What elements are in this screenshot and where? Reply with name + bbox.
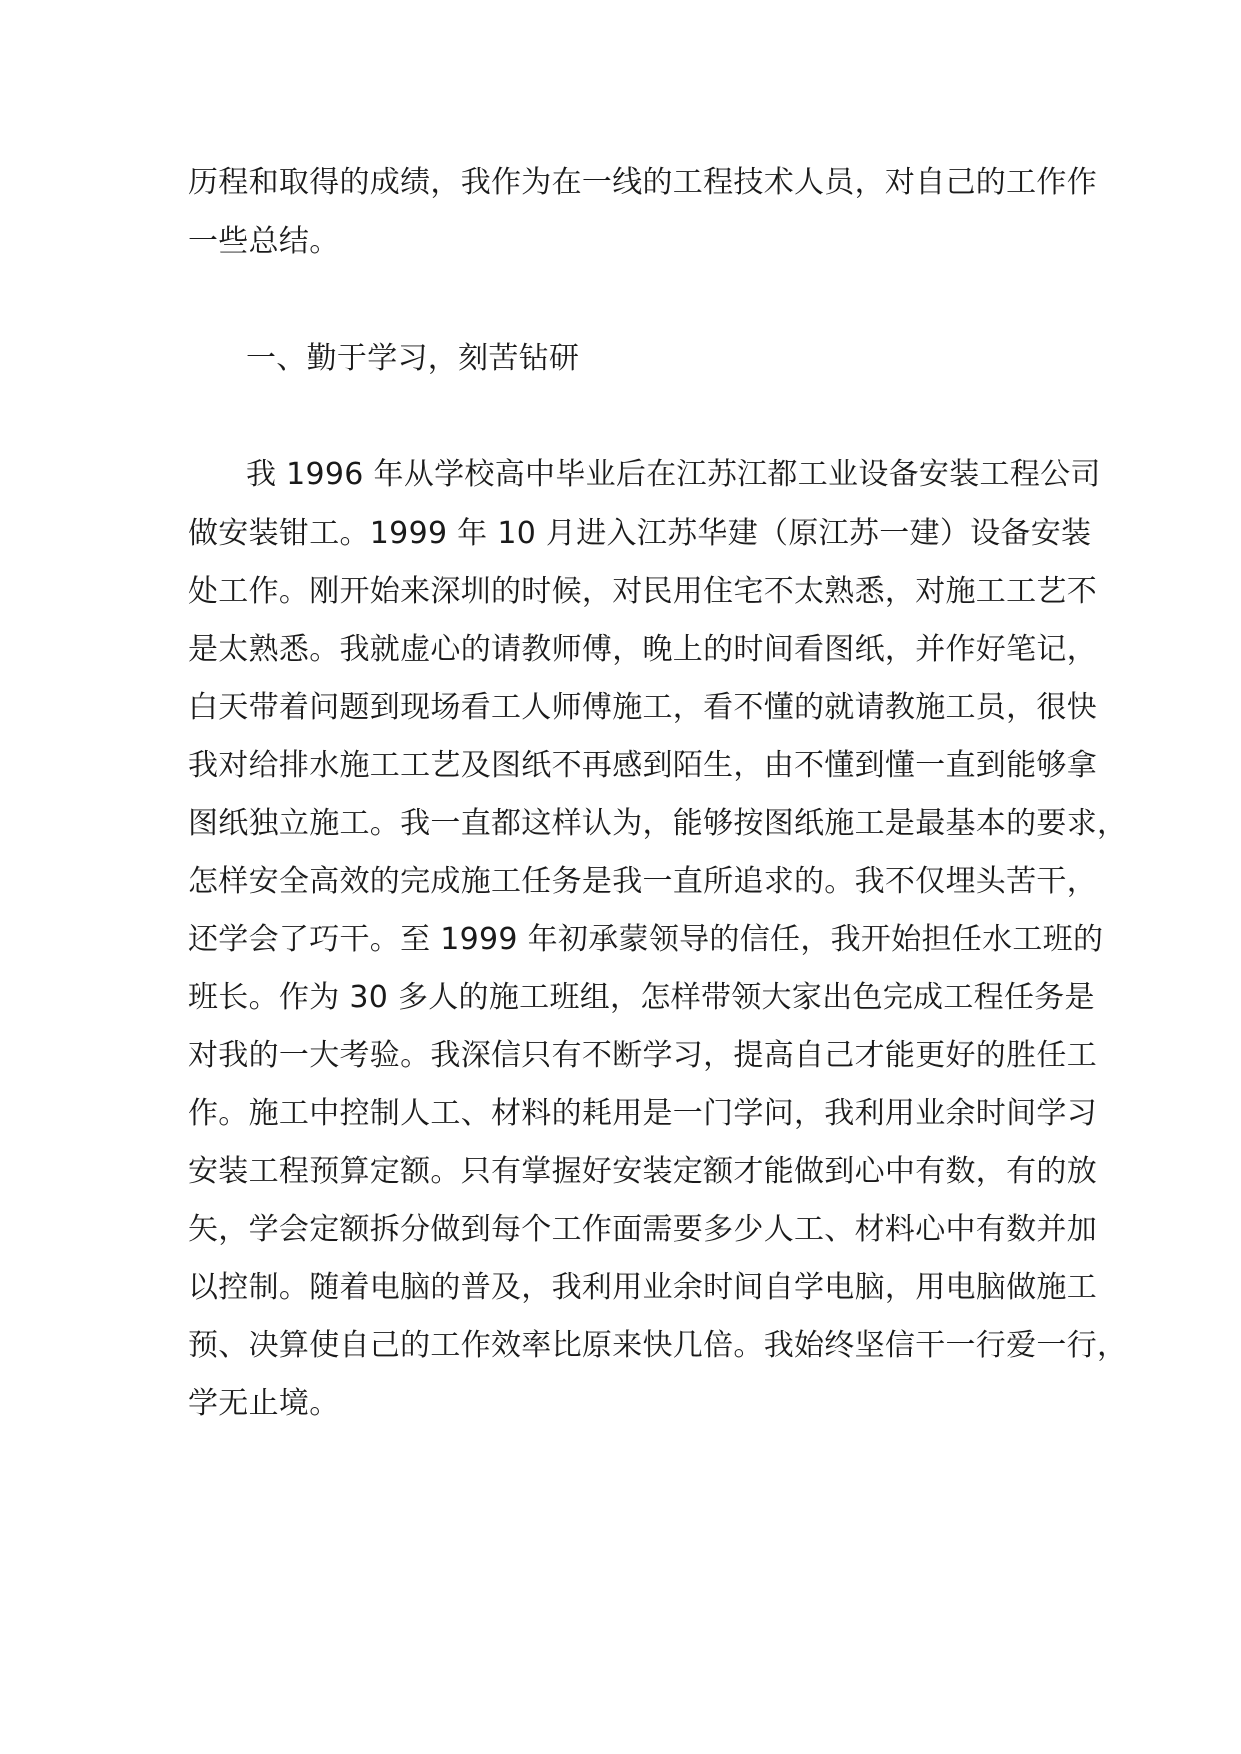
paragraph-line: 班长。作为 30 多人的施工班组，怎样带领大家出色完成工程任务是 — [188, 980, 1095, 1015]
paragraph-line: 我 1996 年从学校高中毕业后在江苏江都工业设备安装工程公司 — [246, 457, 1101, 492]
paragraph-line: 历程和取得的成绩，我作为在一线的工程技术人员，对自己的工作作 — [188, 165, 1097, 200]
paragraph-line: 图纸独立施工。我一直都这样认为，能够按图纸施工是最基本的要求， — [188, 806, 1128, 841]
paragraph-line: 作。施工中控制人工、材料的耗用是一门学问，我利用业余时间学习 — [188, 1096, 1097, 1131]
paragraph-line: 对我的一大考验。我深信只有不断学习，提高自己才能更好的胜任工 — [188, 1038, 1097, 1073]
section-heading: 一、勤于学习，刻苦钻研 — [246, 341, 580, 376]
paragraph-line: 学无止境。 — [188, 1386, 340, 1421]
paragraph-line: 怎样安全高效的完成施工任务是我一直所追求的。我不仅埋头苦干， — [188, 864, 1097, 899]
paragraph-line: 处工作。刚开始来深圳的时候，对民用住宅不太熟悉，对施工工艺不 — [188, 574, 1097, 609]
paragraph-line: 以控制。随着电脑的普及，我利用业余时间自学电脑，用电脑做施工 — [188, 1270, 1097, 1305]
paragraph-line: 安装工程预算定额。只有掌握好安装定额才能做到心中有数，有的放 — [188, 1154, 1097, 1189]
paragraph-line: 还学会了巧干。至 1999 年初承蒙领导的信任，我开始担任水工班的 — [188, 922, 1104, 957]
paragraph-line: 做安装钳工。1999 年 10 月进入江苏华建（原江苏一建）设备安装 — [188, 516, 1092, 551]
paragraph-line: 一些总结。 — [188, 224, 340, 259]
paragraph-line: 我对给排水施工工艺及图纸不再感到陌生，由不懂到懂一直到能够拿 — [188, 748, 1097, 783]
paragraph-line: 矢，学会定额拆分做到每个工作面需要多少人工、材料心中有数并加 — [188, 1212, 1097, 1247]
paragraph-line: 是太熟悉。我就虚心的请教师傅，晚上的时间看图纸，并作好笔记， — [188, 632, 1097, 667]
paragraph-line: 预、决算使自己的工作效率比原来快几倍。我始终坚信干一行爱一行， — [188, 1328, 1128, 1363]
paragraph-line: 白天带着问题到现场看工人师傅施工，看不懂的就请教施工员，很快 — [188, 690, 1097, 725]
